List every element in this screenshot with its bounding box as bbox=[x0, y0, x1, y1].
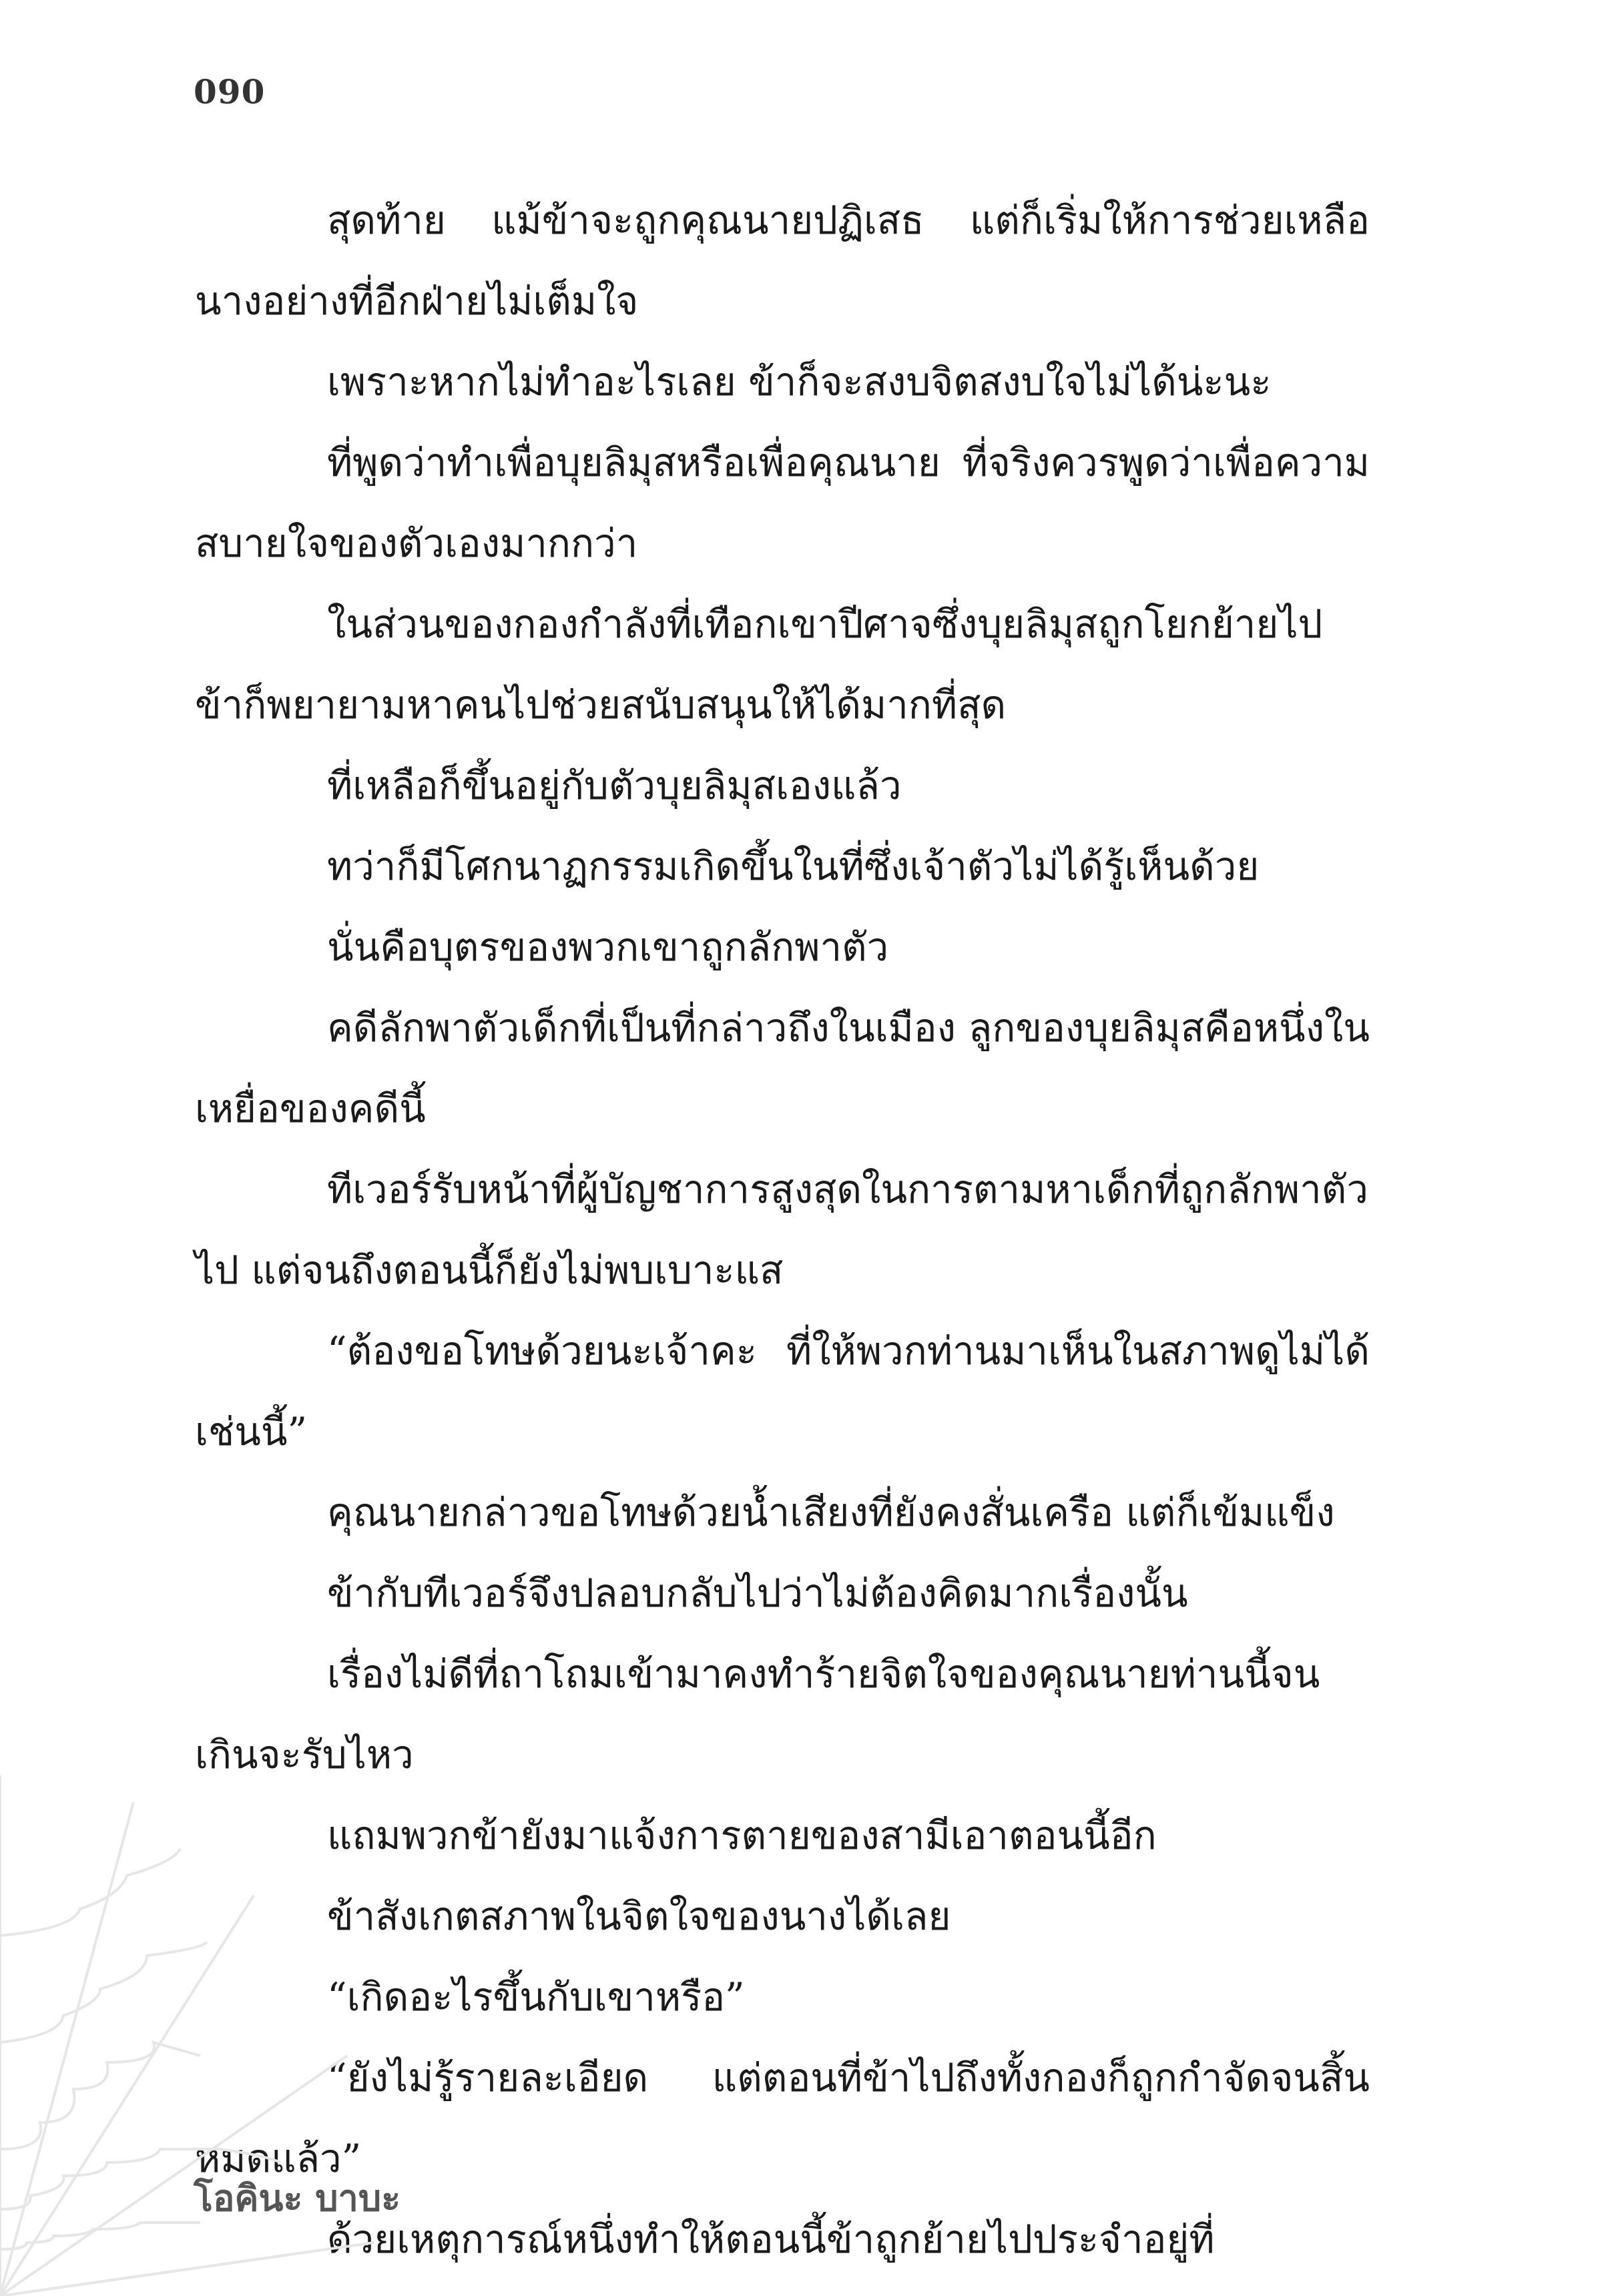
paragraph: “เกิดอะไรขึ้นกับเขาหรือ” bbox=[327, 1974, 745, 2020]
paragraph: ทีเวอร์รับหน้าที่ผู้บัญชาการสูงสุดในการตามหาเด็กที่ถูกลักพาตัวไป แต่จนถึงตอนนี้ก็ยังไม่พบเบาะแส bbox=[195, 1167, 1368, 1293]
paragraph: “ต้องขอโทษด้วยนะเจ้าคะ ที่ให้พวกท่านมาเห็นในสภาพดูไม่ได้เช่นนี้” bbox=[195, 1328, 1370, 1454]
paragraph: นั่นคือบุตรของพวกเขาถูกลักพาตัว bbox=[327, 924, 889, 970]
paragraph: แถมพวกข้ายังมาแจ้งการตายของสามีเอาตอนนี้อีก bbox=[327, 1813, 1157, 1858]
paragraph: สุดท้าย แม้ข้าจะถูกคุณนายปฏิเสธ แต่ก็เริ่มให้การช่วยเหลือนางอย่างที่อีกฝ่ายไม่เต็มใจ bbox=[195, 198, 1370, 324]
page-number: 090 bbox=[194, 72, 266, 111]
paragraph: ข้ากับทีเวอร์จึงปลอบกลับไปว่าไม่ต้องคิดมากเรื่องนั้น bbox=[327, 1570, 1188, 1616]
paragraph: ทว่าก็มีโศกนาฏกรรมเกิดขึ้นในที่ซึ่งเจ้าตัวไม่ได้รู้เห็นด้วย bbox=[327, 844, 1260, 889]
paragraph: เรื่องไม่ดีที่ถาโถมเข้ามาคงทำร้ายจิตใจของคุณนายท่านนี้จนเกินจะรับไหว bbox=[195, 1651, 1320, 1777]
paragraph: คุณนายกล่าวขอโทษด้วยน้ำเสียงที่ยังคงสั่นเครือ แต่ก็เข้มแข็ง bbox=[327, 1490, 1335, 1535]
body-text bbox=[195, 180, 1370, 2280]
paragraph: ในส่วนของกองกำลังที่เทือกเขาปีศาจซึ่งบุยลิมุสถูกโยกย้ายไป ข้าก็พยายามหาคนไปช่วยสนับสนุนให้ได้มากที่สุด bbox=[195, 601, 1323, 728]
paragraph: “ยังไม่รู้รายละเอียด แต่ตอนที่ข้าไปถึงทั้งกองก็ถูกกำจัดจนสิ้นหมดแล้ว” bbox=[195, 2055, 1370, 2181]
paragraph: ที่เหลือก็ขึ้นอยู่กับตัวบุยลิมุสเองแล้ว bbox=[327, 763, 902, 808]
paragraph: ด้วยเหตุการณ์หนึ่งทำให้ตอนนี้ข้าถูกย้ายไปประจำอยู่ที่ bbox=[327, 2217, 1215, 2262]
paragraph: เพราะหากไม่ทำอะไรเลย ข้าก็จะสงบจิตสงบใจไม่ได้น่ะนะ bbox=[327, 359, 1272, 404]
paragraph: คดีลักพาตัวเด็กที่เป็นที่กล่าวถึงในเมือง ลูกของบุยลิมุสคือหนึ่งในเหยื่อของคดีนี้ bbox=[195, 1005, 1370, 1131]
paragraph: ข้าสังเกตสภาพในจิตใจของนางได้เลย bbox=[327, 1894, 951, 1939]
footer-author: โอคินะ บาบะ bbox=[194, 2177, 401, 2219]
paragraph: ที่พูดว่าทำเพื่อบุยลิมุสหรือเพื่อคุณนาย ที่จริงควรพูดว่าเพื่อความสบายใจของตัวเองมากกว่า bbox=[195, 440, 1370, 566]
